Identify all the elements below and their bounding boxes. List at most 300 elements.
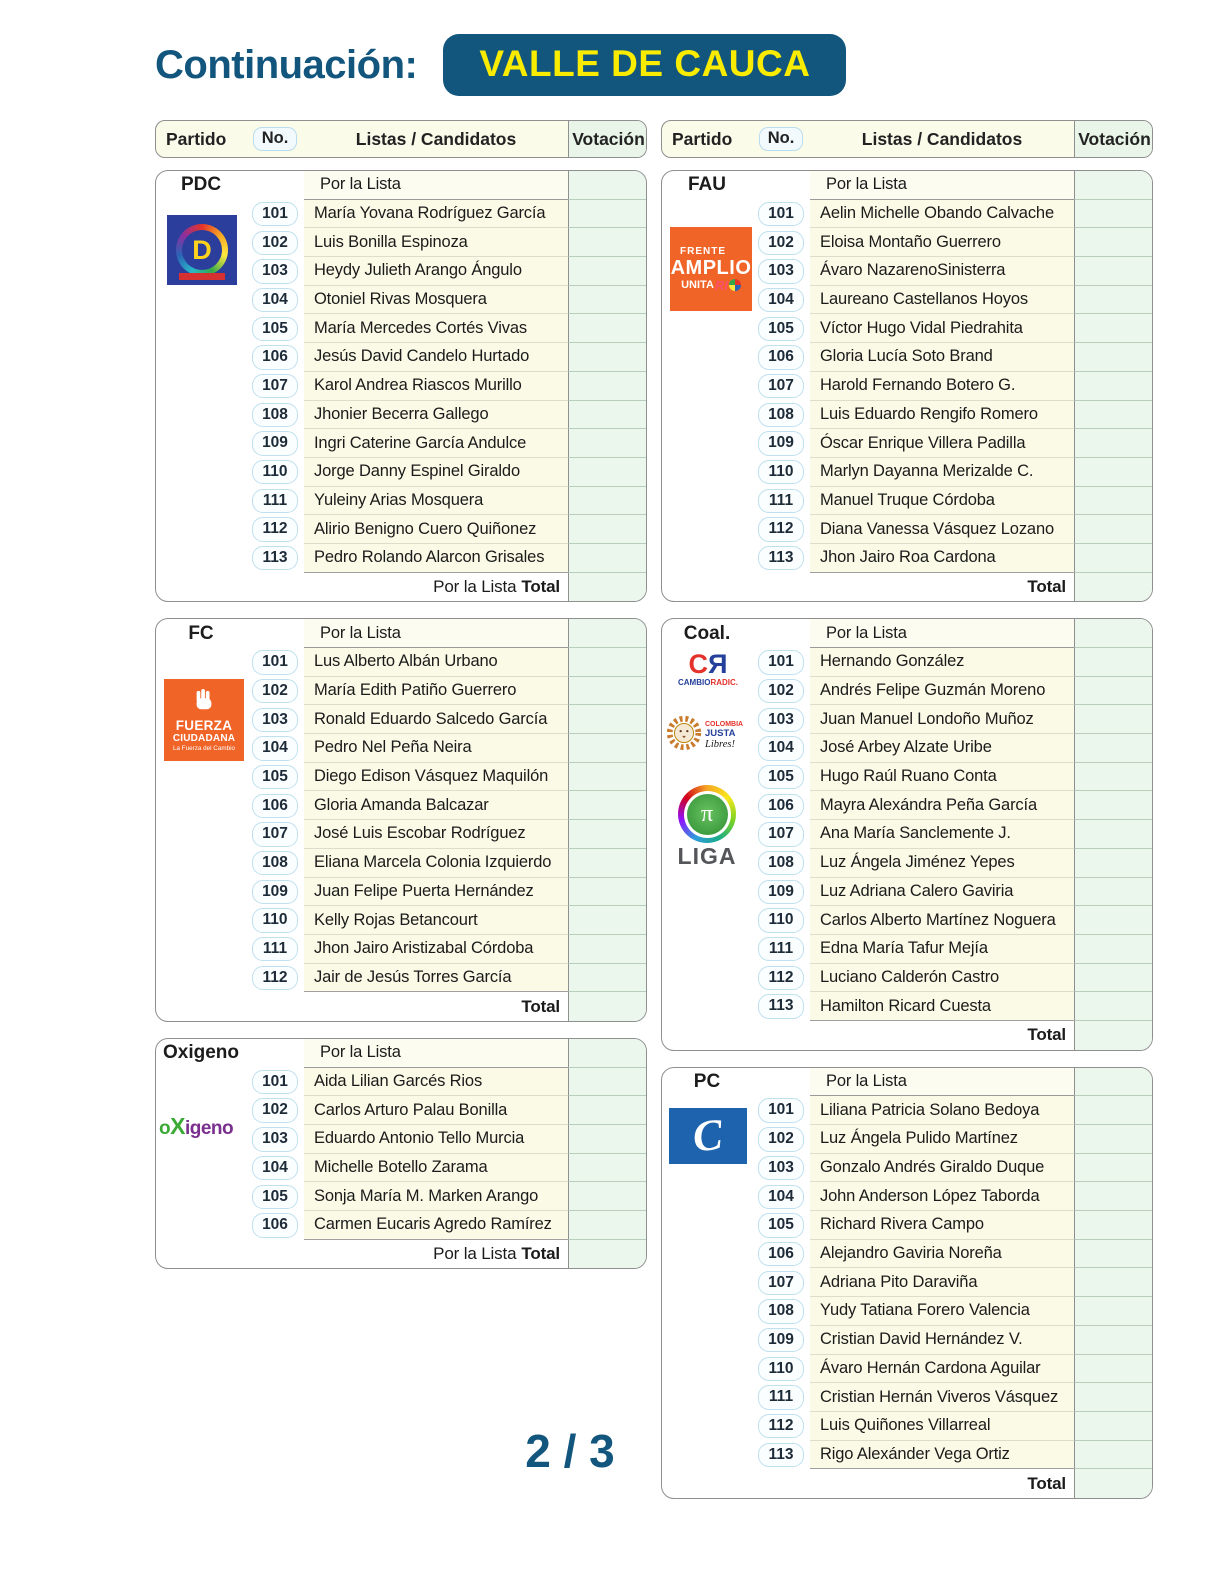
por-la-lista-label: Por la Lista xyxy=(810,619,1074,648)
candidate-number-pill: 107 xyxy=(758,1271,804,1295)
votacion-cell[interactable] xyxy=(1074,171,1153,200)
spacer-cell xyxy=(662,1326,752,1355)
votacion-cell[interactable] xyxy=(1074,849,1153,878)
candidate-number-pill: 101 xyxy=(252,202,298,226)
candidate-row xyxy=(156,544,646,573)
candidate-number-pill: 102 xyxy=(252,679,298,703)
candidate-row xyxy=(156,314,646,343)
spacer-cell xyxy=(662,1211,752,1240)
candidate-number-cell xyxy=(246,343,304,372)
party-code: FC xyxy=(188,622,214,644)
candidate-row xyxy=(156,1182,646,1211)
candidate-row xyxy=(662,458,1152,487)
page-indicator: 2 / 3 xyxy=(525,1425,615,1477)
candidate-row xyxy=(156,906,646,935)
votacion-cell[interactable] xyxy=(1074,257,1153,286)
fc-logo-line1: FUERZA xyxy=(175,717,233,733)
candidate-number-pill: 112 xyxy=(758,966,804,990)
candidate-number-cell xyxy=(752,648,810,677)
votacion-cell[interactable] xyxy=(1074,906,1153,935)
spacer-cell xyxy=(662,487,752,516)
total-label: Total xyxy=(1027,576,1066,596)
votacion-cell[interactable] xyxy=(1074,763,1153,792)
candidate-row xyxy=(662,429,1152,458)
candidate-number-pill: 105 xyxy=(758,1213,804,1237)
spacer-cell xyxy=(246,573,304,602)
votacion-cell[interactable] xyxy=(568,1039,647,1068)
candidate-row xyxy=(662,1441,1152,1470)
fau-logo-line3 xyxy=(681,279,741,292)
candidate-number-pill: 111 xyxy=(252,489,298,513)
candidate-number-pill: 105 xyxy=(252,317,298,341)
votacion-cell[interactable] xyxy=(568,1125,647,1154)
candidate-name: Pedro Nel Peña Neira xyxy=(304,734,568,763)
candidate-name: Luz Ángela Jiménez Yepes xyxy=(810,849,1074,878)
party-section-pdc xyxy=(155,170,647,602)
cj-logo-colombia: COLOMBIA xyxy=(705,720,744,728)
votacion-cell[interactable] xyxy=(1074,401,1153,430)
votacion-cell[interactable] xyxy=(568,763,647,792)
votacion-cell[interactable] xyxy=(1074,619,1153,648)
candidate-row xyxy=(662,515,1152,544)
votacion-cell[interactable] xyxy=(1074,1154,1153,1183)
spacer-cell xyxy=(156,1154,246,1183)
votacion-total-cell[interactable] xyxy=(1074,573,1153,602)
votacion-cell[interactable] xyxy=(568,648,647,677)
candidate-name: Gloria Amanda Balcazar xyxy=(304,791,568,820)
spacer-cell xyxy=(156,372,246,401)
candidate-number-pill: 110 xyxy=(252,460,298,484)
candidate-number-cell xyxy=(246,1211,304,1240)
spacer-cell xyxy=(156,487,246,516)
section-total-row xyxy=(662,1469,1152,1498)
frente-amplio-unitario-logo xyxy=(670,227,752,311)
spacer-cell xyxy=(156,648,246,677)
votacion-total-cell[interactable] xyxy=(568,992,647,1021)
candidate-number-pill: 104 xyxy=(252,1156,298,1180)
candidate-number-pill: 108 xyxy=(758,403,804,427)
candidate-name: Juan Manuel Londoño Muñoz xyxy=(810,705,1074,734)
candidate-number-cell xyxy=(752,401,810,430)
liga-logo-wordmark: LIGA xyxy=(677,843,737,870)
candidate-row xyxy=(662,964,1152,993)
liga-logo xyxy=(664,781,750,872)
candidate-number-pill: 113 xyxy=(252,546,298,570)
votacion-cell[interactable] xyxy=(1074,286,1153,315)
votacion-cell[interactable] xyxy=(1074,372,1153,401)
candidate-number-pill: 103 xyxy=(758,708,804,732)
votacion-cell[interactable] xyxy=(568,878,647,907)
candidate-name: Gonzalo Andrés Giraldo Duque xyxy=(810,1154,1074,1183)
candidate-name: Carlos Alberto Martínez Noguera xyxy=(810,906,1074,935)
votacion-cell[interactable] xyxy=(568,314,647,343)
votacion-cell[interactable] xyxy=(568,544,647,573)
sections-right xyxy=(661,170,1153,1499)
section-header-row xyxy=(662,1068,1152,1097)
candidate-number-pill: 104 xyxy=(252,736,298,760)
spacer-cell xyxy=(662,935,752,964)
total-label-cell xyxy=(304,992,568,1021)
votacion-total-cell[interactable] xyxy=(1074,1469,1153,1498)
total-label-cell xyxy=(304,1240,568,1269)
section-header-row xyxy=(156,1039,646,1068)
candidate-number-cell xyxy=(246,372,304,401)
candidate-name: María Edith Patiño Guerrero xyxy=(304,677,568,706)
candidate-number-pill: 113 xyxy=(758,1443,804,1467)
candidate-number-cell xyxy=(246,1096,304,1125)
votacion-cell[interactable] xyxy=(1074,1240,1153,1269)
candidate-name: Cristian Hernán Viveros Vásquez xyxy=(810,1383,1074,1412)
region-badge: VALLE DE CAUCA xyxy=(443,34,846,96)
candidate-number-cell xyxy=(752,878,810,907)
pc-logo-letter: C xyxy=(690,1109,726,1162)
right-table-column xyxy=(661,120,1153,1499)
candidate-number-cell xyxy=(752,992,810,1021)
candidate-number-cell xyxy=(752,228,810,257)
party-section-fau xyxy=(661,170,1153,602)
spacer-cell xyxy=(662,1268,752,1297)
candidate-number-cell xyxy=(246,677,304,706)
section-total-row xyxy=(156,992,646,1021)
candidate-number-pill: 106 xyxy=(252,794,298,818)
spacer-cell xyxy=(156,401,246,430)
liga-logo-ring xyxy=(678,785,736,843)
candidate-number-cell xyxy=(752,1154,810,1183)
sections-left xyxy=(155,170,647,1269)
candidate-row xyxy=(156,849,646,878)
candidate-row xyxy=(156,372,646,401)
spacer-cell xyxy=(156,849,246,878)
votacion-cell[interactable] xyxy=(568,458,647,487)
votacion-cell[interactable] xyxy=(568,487,647,516)
section-header-row xyxy=(662,619,1152,648)
votacion-cell[interactable] xyxy=(568,906,647,935)
votacion-cell[interactable] xyxy=(568,343,647,372)
spacer-cell xyxy=(156,820,246,849)
candidate-name: Edna María Tafur Mejía xyxy=(810,935,1074,964)
candidate-number-cell xyxy=(752,964,810,993)
votacion-cell[interactable] xyxy=(1074,200,1153,229)
votacion-cell[interactable] xyxy=(568,515,647,544)
candidate-name: Luis Quiñones Villarreal xyxy=(810,1412,1074,1441)
votacion-cell[interactable] xyxy=(1074,1268,1153,1297)
candidate-number-cell xyxy=(752,1211,810,1240)
candidate-row xyxy=(156,878,646,907)
spacer-cell xyxy=(246,619,304,648)
candidate-number-pill: 107 xyxy=(252,374,298,398)
votacion-cell[interactable] xyxy=(1074,992,1153,1021)
candidate-number-pill: 103 xyxy=(758,259,804,283)
cr-logo-monogram xyxy=(668,651,748,678)
colombia-justa-libres-logo xyxy=(664,711,752,760)
votacion-total-cell[interactable] xyxy=(568,1240,647,1269)
candidate-number-pill: 102 xyxy=(758,231,804,255)
votacion-cell[interactable] xyxy=(1074,734,1153,763)
candidate-number-cell xyxy=(752,705,810,734)
spacer-cell xyxy=(156,791,246,820)
votacion-cell[interactable] xyxy=(568,429,647,458)
cr-logo-wordmark xyxy=(668,679,748,687)
party-section-coal xyxy=(661,618,1153,1050)
candidate-row xyxy=(156,401,646,430)
candidate-number-cell xyxy=(246,1182,304,1211)
party-section-oxigeno xyxy=(155,1038,647,1270)
votacion-cell[interactable] xyxy=(568,791,647,820)
votacion-cell[interactable] xyxy=(1074,343,1153,372)
candidate-row xyxy=(156,515,646,544)
spacer-cell xyxy=(662,200,752,229)
candidate-name: Gloria Lucía Soto Brand xyxy=(810,343,1074,372)
candidate-number-cell xyxy=(246,515,304,544)
votacion-cell[interactable] xyxy=(1074,1068,1153,1097)
fau-logo-unita: UNITA xyxy=(681,278,714,291)
candidate-number-cell xyxy=(752,1182,810,1211)
candidate-number-cell xyxy=(752,1297,810,1326)
votacion-cell[interactable] xyxy=(568,619,647,648)
candidate-number-pill: 103 xyxy=(252,1127,298,1151)
candidate-name: Diego Edison Vásquez Maquilón xyxy=(304,763,568,792)
votacion-cell[interactable] xyxy=(568,257,647,286)
votacion-cell[interactable] xyxy=(1074,1412,1153,1441)
candidate-number-cell xyxy=(752,1383,810,1412)
votacion-cell[interactable] xyxy=(568,401,647,430)
spacer-cell xyxy=(662,314,752,343)
table-header-right xyxy=(661,120,1153,158)
candidate-number-cell xyxy=(246,429,304,458)
votacion-cell[interactable] xyxy=(1074,515,1153,544)
candidate-name: María Mercedes Cortés Vivas xyxy=(304,314,568,343)
total-label-prefix: Por la Lista xyxy=(433,576,517,596)
oxigeno-logo xyxy=(159,1113,233,1140)
candidate-number-pill: 109 xyxy=(758,1328,804,1352)
votacion-cell[interactable] xyxy=(1074,648,1153,677)
party-code: PDC xyxy=(180,174,222,196)
liga-logo-pi: π xyxy=(687,794,728,835)
candidate-number-cell xyxy=(246,878,304,907)
candidate-number-cell xyxy=(752,487,810,516)
spacer-cell xyxy=(156,314,246,343)
candidate-number-cell xyxy=(752,1355,810,1384)
candidate-name: Heydy Julieth Arango Ángulo xyxy=(304,257,568,286)
candidate-name: Eduardo Antonio Tello Murcia xyxy=(304,1125,568,1154)
spacer-cell xyxy=(752,171,810,200)
party-section-pc xyxy=(661,1067,1153,1499)
votacion-cell[interactable] xyxy=(1074,487,1153,516)
candidate-name: Eloisa Montaño Guerrero xyxy=(810,228,1074,257)
pinwheel-icon xyxy=(729,279,741,291)
votacion-cell[interactable] xyxy=(568,200,647,229)
candidate-name: María Yovana Rodríguez García xyxy=(304,200,568,229)
votacion-cell[interactable] xyxy=(1074,705,1153,734)
section-header-row xyxy=(156,619,646,648)
candidate-number-cell xyxy=(246,648,304,677)
candidate-row xyxy=(156,1211,646,1240)
candidate-number-pill: 108 xyxy=(252,851,298,875)
section-total-row xyxy=(156,1240,646,1269)
left-table-column xyxy=(155,120,647,1269)
candidate-number-pill: 105 xyxy=(758,317,804,341)
candidate-row xyxy=(662,372,1152,401)
candidate-name: Jesús David Candelo Hurtado xyxy=(304,343,568,372)
votacion-cell[interactable] xyxy=(1074,677,1153,706)
votacion-cell[interactable] xyxy=(568,286,647,315)
candidate-row xyxy=(662,1412,1152,1441)
candidate-number-cell xyxy=(752,458,810,487)
candidate-row xyxy=(662,487,1152,516)
candidate-number-pill: 112 xyxy=(252,966,298,990)
spacer-cell xyxy=(662,878,752,907)
votacion-cell[interactable] xyxy=(568,1182,647,1211)
votacion-cell[interactable] xyxy=(1074,1211,1153,1240)
candidate-number-cell xyxy=(752,791,810,820)
candidate-name: Luz Adriana Calero Gaviria xyxy=(810,878,1074,907)
votacion-cell[interactable] xyxy=(1074,791,1153,820)
total-label-cell xyxy=(810,1021,1074,1050)
candidate-name: Yudy Tatiana Forero Valencia xyxy=(810,1297,1074,1326)
votacion-cell[interactable] xyxy=(1074,878,1153,907)
votacion-cell[interactable] xyxy=(1074,228,1153,257)
candidate-number-cell xyxy=(246,314,304,343)
candidate-number-cell xyxy=(752,849,810,878)
votacion-cell[interactable] xyxy=(568,935,647,964)
candidate-name: Ana María Sanclemente J. xyxy=(810,820,1074,849)
candidate-number-cell xyxy=(246,1154,304,1183)
pdc-logo-letter: D xyxy=(182,230,222,270)
candidate-number-pill: 112 xyxy=(252,517,298,541)
spacer-cell xyxy=(156,429,246,458)
candidate-row xyxy=(662,1355,1152,1384)
fau-logo-line2: AMPLIO xyxy=(670,256,752,279)
votacion-cell[interactable] xyxy=(1074,1355,1153,1384)
liga-logo-inner-ring xyxy=(684,791,731,838)
total-label: Total xyxy=(1027,1025,1066,1045)
section-total-row xyxy=(662,573,1152,602)
votacion-cell[interactable] xyxy=(1074,820,1153,849)
votacion-cell[interactable] xyxy=(568,820,647,849)
spacer-cell xyxy=(156,878,246,907)
candidate-name: Luis Eduardo Rengifo Romero xyxy=(810,401,1074,430)
candidate-name: Hernando González xyxy=(810,648,1074,677)
candidate-number-pill: 108 xyxy=(758,1299,804,1323)
candidate-row xyxy=(662,200,1152,229)
header-partido: Partido xyxy=(166,128,227,149)
votacion-cell[interactable] xyxy=(1074,1383,1153,1412)
candidate-number-cell xyxy=(246,763,304,792)
candidate-number-pill: 110 xyxy=(758,1357,804,1381)
cr-logo-c: C xyxy=(688,649,708,680)
candidate-number-cell xyxy=(246,935,304,964)
votacion-cell[interactable] xyxy=(568,1096,647,1125)
candidate-number-pill: 112 xyxy=(758,517,804,541)
header-no xyxy=(752,121,810,157)
fuerza-ciudadana-logo xyxy=(164,679,244,761)
votacion-cell[interactable] xyxy=(568,705,647,734)
candidate-number-pill: 102 xyxy=(252,231,298,255)
candidate-number-pill: 108 xyxy=(758,851,804,875)
candidate-number-pill: 102 xyxy=(758,679,804,703)
candidate-row xyxy=(662,1268,1152,1297)
votacion-cell[interactable] xyxy=(1074,1441,1153,1470)
votacion-cell[interactable] xyxy=(1074,935,1153,964)
section-header-row xyxy=(662,171,1152,200)
candidate-name: Eliana Marcela Colonia Izquierdo xyxy=(304,849,568,878)
candidate-number-cell xyxy=(752,1412,810,1441)
candidate-row xyxy=(156,343,646,372)
candidate-name: Aida Lilian Garcés Rios xyxy=(304,1068,568,1097)
candidate-row xyxy=(662,906,1152,935)
spacer-cell xyxy=(246,1240,304,1269)
candidate-number-pill: 111 xyxy=(758,937,804,961)
candidate-number-cell xyxy=(246,458,304,487)
cj-logo-libres: Libres! xyxy=(705,739,735,751)
pdc-logo-ring xyxy=(176,224,228,276)
votacion-cell[interactable] xyxy=(568,1211,647,1240)
party-code: Oxigeno xyxy=(162,1042,239,1064)
votacion-cell[interactable] xyxy=(1074,429,1153,458)
votacion-cell[interactable] xyxy=(568,1068,647,1097)
candidate-number-cell xyxy=(752,286,810,315)
votacion-cell[interactable] xyxy=(568,171,647,200)
candidate-number-pill: 103 xyxy=(758,1156,804,1180)
spacer-cell xyxy=(662,544,752,573)
lion-icon xyxy=(664,711,704,760)
votacion-cell[interactable] xyxy=(1074,1096,1153,1125)
candidate-number-cell xyxy=(752,906,810,935)
spacer-cell xyxy=(662,992,752,1021)
candidate-number-cell xyxy=(246,228,304,257)
votacion-cell[interactable] xyxy=(568,228,647,257)
spacer-cell xyxy=(156,1211,246,1240)
candidate-number-pill: 107 xyxy=(758,374,804,398)
candidate-name: Harold Fernando Botero G. xyxy=(810,372,1074,401)
por-la-lista-label: Por la Lista xyxy=(304,1039,568,1068)
votacion-cell[interactable] xyxy=(568,734,647,763)
total-label: Total xyxy=(521,576,560,596)
votacion-cell[interactable] xyxy=(1074,314,1153,343)
votacion-cell[interactable] xyxy=(568,677,647,706)
oxigeno-logo-x: X xyxy=(170,1112,185,1139)
votacion-cell[interactable] xyxy=(1074,544,1153,573)
candidate-row xyxy=(662,1297,1152,1326)
spacer-cell xyxy=(662,458,752,487)
votacion-cell[interactable] xyxy=(1074,964,1153,993)
spacer-cell xyxy=(662,372,752,401)
votacion-cell[interactable] xyxy=(1074,1297,1153,1326)
candidate-number-cell xyxy=(752,1240,810,1269)
votacion-cell[interactable] xyxy=(1074,458,1153,487)
votacion-cell[interactable] xyxy=(568,964,647,993)
votacion-cell[interactable] xyxy=(1074,1326,1153,1355)
votacion-cell[interactable] xyxy=(568,372,647,401)
candidate-row xyxy=(662,878,1152,907)
candidate-row xyxy=(662,401,1152,430)
votacion-cell[interactable] xyxy=(568,1154,647,1183)
candidate-number-cell xyxy=(246,820,304,849)
fc-logo-line3: La Fuerza del Cambio xyxy=(173,744,235,752)
candidate-name: Óscar Enrique Villera Padilla xyxy=(810,429,1074,458)
votacion-cell[interactable] xyxy=(1074,1182,1153,1211)
votacion-total-cell[interactable] xyxy=(568,573,647,602)
candidate-number-pill: 105 xyxy=(758,765,804,789)
por-la-lista-label: Por la Lista xyxy=(810,1068,1074,1097)
candidate-number-pill: 104 xyxy=(758,1185,804,1209)
votacion-cell[interactable] xyxy=(568,849,647,878)
votacion-total-cell[interactable] xyxy=(1074,1021,1153,1050)
candidate-number-pill: 104 xyxy=(758,288,804,312)
total-label: Total xyxy=(521,996,560,1016)
votacion-cell[interactable] xyxy=(1074,1125,1153,1154)
candidate-name: José Luis Escobar Rodríguez xyxy=(304,820,568,849)
